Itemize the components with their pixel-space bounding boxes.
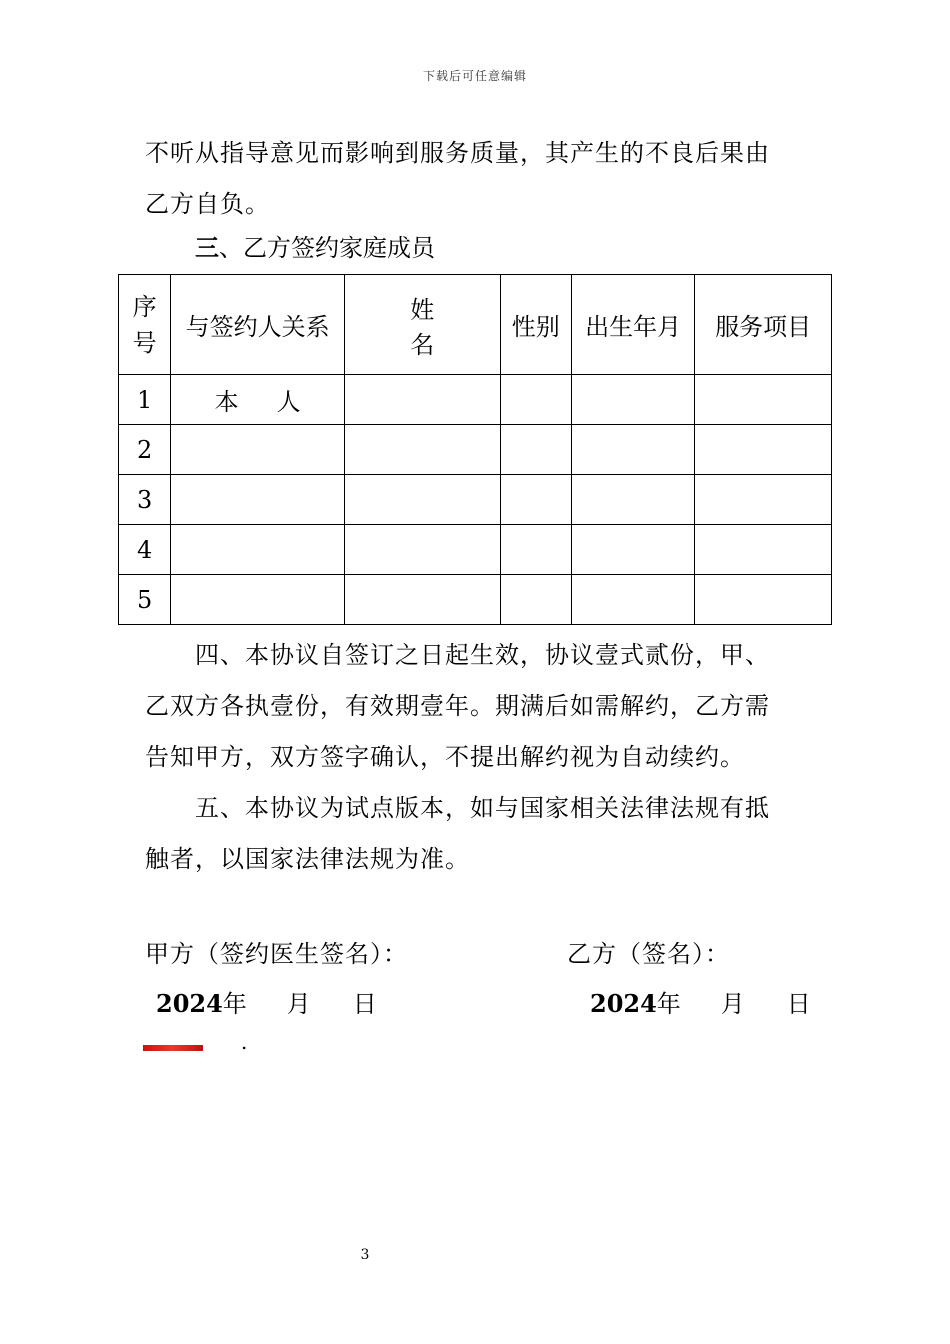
party-a-date bbox=[156, 984, 377, 1024]
date-month-unit: 月 bbox=[286, 990, 311, 1018]
service-cell[interactable] bbox=[695, 575, 832, 625]
name-cell[interactable] bbox=[344, 425, 500, 475]
table-row bbox=[119, 425, 832, 475]
relation-cell[interactable] bbox=[171, 425, 345, 475]
name-cell[interactable] bbox=[344, 475, 500, 525]
relation-cell[interactable] bbox=[171, 575, 345, 625]
paragraph-line: 不听从指导意见而影响到服务质量，其产生的不良后果由 bbox=[145, 139, 770, 167]
row-index: 5 bbox=[119, 575, 171, 625]
service-cell[interactable] bbox=[695, 525, 832, 575]
clause-line: 触者，以国家法律法规为准。 bbox=[145, 845, 470, 873]
birth-cell[interactable] bbox=[571, 475, 695, 525]
date-year: 2024 bbox=[156, 989, 223, 1018]
row-index: 3 bbox=[119, 475, 171, 525]
date-day-unit: 日 bbox=[786, 990, 811, 1018]
paragraph-continuation bbox=[145, 128, 805, 230]
table-row bbox=[119, 475, 832, 525]
header-birth: 出生年月 bbox=[571, 275, 695, 375]
date-month-unit: 月 bbox=[720, 990, 745, 1018]
service-cell[interactable] bbox=[695, 475, 832, 525]
sex-cell[interactable] bbox=[500, 525, 571, 575]
table-row bbox=[119, 375, 832, 425]
party-b-date bbox=[590, 984, 811, 1024]
table-row bbox=[119, 575, 832, 625]
birth-cell[interactable] bbox=[571, 525, 695, 575]
header-sex: 性别 bbox=[500, 275, 571, 375]
service-cell[interactable] bbox=[695, 425, 832, 475]
date-day-unit: 日 bbox=[352, 990, 377, 1018]
date-year-unit: 年 bbox=[222, 990, 247, 1018]
row-index: 2 bbox=[119, 425, 171, 475]
party-a-signature-label: 甲方（签约医生签名）： bbox=[145, 940, 408, 968]
party-b-signature-label: 乙方（签名）： bbox=[567, 940, 730, 968]
name-cell[interactable] bbox=[344, 525, 500, 575]
header-name: 姓名 bbox=[344, 275, 500, 375]
date-year-unit: 年 bbox=[656, 990, 681, 1018]
red-decorative-mark bbox=[143, 1045, 203, 1051]
relation-cell[interactable] bbox=[171, 475, 345, 525]
header-note: 下载后可任意编辑 bbox=[422, 69, 527, 83]
header-index bbox=[119, 275, 171, 375]
section-heading bbox=[195, 228, 435, 268]
sex-cell[interactable] bbox=[500, 375, 571, 425]
header-index-char: 号 bbox=[132, 328, 157, 357]
sex-cell[interactable] bbox=[500, 575, 571, 625]
header-relation: 与签约人关系 bbox=[171, 275, 345, 375]
page-number: 3 bbox=[360, 1247, 370, 1263]
clause-five bbox=[145, 783, 805, 885]
row-index: 4 bbox=[119, 525, 171, 575]
paragraph-line: 乙方自负。 bbox=[145, 190, 270, 218]
clause-line: 五、本协议为试点版本，如与国家相关法律法规有抵 bbox=[145, 794, 770, 822]
service-cell[interactable] bbox=[695, 375, 832, 425]
birth-cell[interactable] bbox=[571, 425, 695, 475]
clause-four bbox=[145, 630, 805, 783]
table-row bbox=[119, 525, 832, 575]
clause-line: 告知甲方，双方签字确认，不提出解约视为自动续约。 bbox=[145, 743, 745, 771]
date-year: 2024 bbox=[590, 989, 657, 1018]
header-service: 服务项目 bbox=[695, 275, 832, 375]
section-title: 、乙方签约家庭成员 bbox=[219, 234, 435, 262]
name-cell[interactable] bbox=[344, 375, 500, 425]
section-number: 三 bbox=[195, 234, 219, 262]
family-members-table bbox=[118, 274, 832, 625]
header-index-char: 序 bbox=[132, 292, 157, 321]
sex-cell[interactable] bbox=[500, 425, 571, 475]
name-cell[interactable] bbox=[344, 575, 500, 625]
relation-cell[interactable] bbox=[171, 525, 345, 575]
birth-cell[interactable] bbox=[571, 575, 695, 625]
sex-cell[interactable] bbox=[500, 475, 571, 525]
relation-cell[interactable]: 本人 bbox=[171, 375, 345, 425]
trailing-dot: . bbox=[241, 1030, 248, 1054]
table-header-row bbox=[119, 275, 832, 375]
clause-line: 乙双方各执壹份，有效期壹年。期满后如需解约，乙方需 bbox=[145, 692, 770, 720]
clause-line: 四、本协议自签订之日起生效，协议壹式贰份，甲、 bbox=[145, 641, 770, 669]
birth-cell[interactable] bbox=[571, 375, 695, 425]
row-index: 1 bbox=[119, 375, 171, 425]
